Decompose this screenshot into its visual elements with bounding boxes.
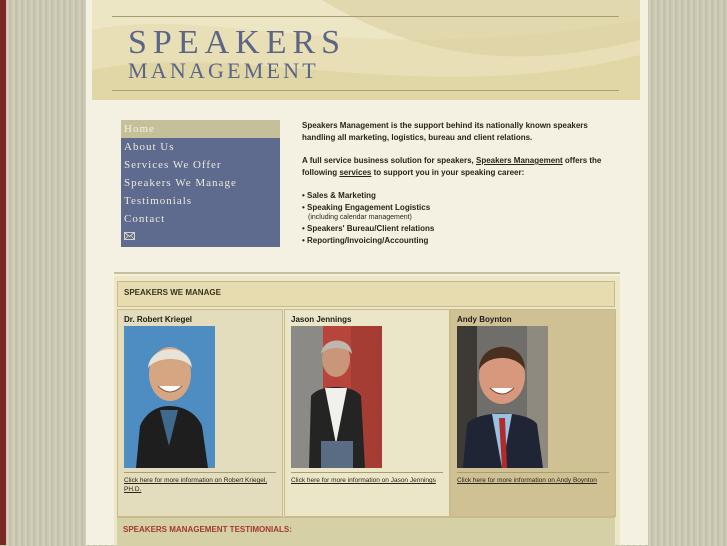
speaker-card-boynton xyxy=(450,309,616,517)
speaker-more-link[interactable]: Click here for more information on Jason Jennings xyxy=(291,477,436,484)
testimonials-section xyxy=(117,517,615,546)
speakers-section-title: SPEAKERS WE MANAGE xyxy=(124,288,221,297)
section-divider xyxy=(114,272,620,274)
intro-para-2-mid: offers the following xyxy=(302,156,602,177)
speaker-photo-boynton[interactable] xyxy=(457,326,548,468)
intro-para-2 xyxy=(302,155,612,178)
speaker-more-link[interactable]: Click here for more information on Andy Boynton xyxy=(457,477,597,484)
nav-contact[interactable]: Contact xyxy=(124,213,166,225)
service-item: • Sales & Marketing xyxy=(302,191,376,200)
speaker-photo-kriegel[interactable] xyxy=(124,326,215,468)
nav-about-us[interactable]: About Us xyxy=(124,141,175,153)
card-rule xyxy=(291,472,443,473)
header-rule-top xyxy=(112,16,619,17)
intro-text xyxy=(302,120,612,246)
card-rule xyxy=(457,472,609,473)
service-item-note: (including calendar management) xyxy=(308,214,412,221)
page-container xyxy=(86,0,648,545)
services-link[interactable]: services xyxy=(339,167,372,177)
speaker-name: Dr. Robert Kriegel xyxy=(124,315,193,324)
logo-speakers[interactable]: SPEAKERS xyxy=(128,24,347,61)
intro-para-2-prefix: A full service business solution for speakers, xyxy=(302,156,476,165)
site-header xyxy=(92,0,640,100)
speaker-photo-jennings[interactable] xyxy=(291,326,382,468)
nav-services[interactable]: Services We Offer xyxy=(124,159,222,171)
envelope-icon[interactable] xyxy=(124,232,135,240)
speakers-management-link[interactable]: Speakers Management xyxy=(475,156,563,165)
main-nav xyxy=(121,120,280,247)
speakers-section xyxy=(114,276,620,545)
speaker-card-kriegel xyxy=(117,309,283,517)
speaker-name: Jason Jennings xyxy=(291,315,352,324)
nav-speakers[interactable]: Speakers We Manage xyxy=(124,177,237,189)
nav-testimonials[interactable]: Testimonials xyxy=(124,195,193,207)
services-list xyxy=(302,190,612,246)
header-rule-bottom xyxy=(112,90,619,91)
service-item-label: • Speaking Engagement Logistics xyxy=(302,202,431,212)
intro-para-1: Speakers Management is the support behind its nationally known speakers handling all marketing, logistics, bureau and client relations. xyxy=(302,121,588,142)
service-item xyxy=(302,202,612,224)
intro-para-2-suffix: to support you in your speaking career: xyxy=(371,167,525,177)
logo-management[interactable]: MANAGEMENT xyxy=(128,58,319,83)
speaker-name: Andy Boynton xyxy=(457,315,512,324)
speaker-card-jennings xyxy=(284,309,450,517)
speakers-section-header xyxy=(117,281,615,307)
speaker-more-link[interactable]: Click here for more information on Robert Kriegel, PH.D. xyxy=(124,477,268,493)
testimonials-title: SPEAKERS MANAGEMENT TESTIMONIALS: xyxy=(123,525,292,534)
nav-home[interactable]: Home xyxy=(121,120,280,138)
left-border-rail xyxy=(0,0,6,545)
card-rule xyxy=(124,472,276,473)
service-item: • Reporting/Invoicing/Accounting xyxy=(302,235,429,245)
service-item: • Speakers' Bureau/Client relations xyxy=(302,224,435,233)
